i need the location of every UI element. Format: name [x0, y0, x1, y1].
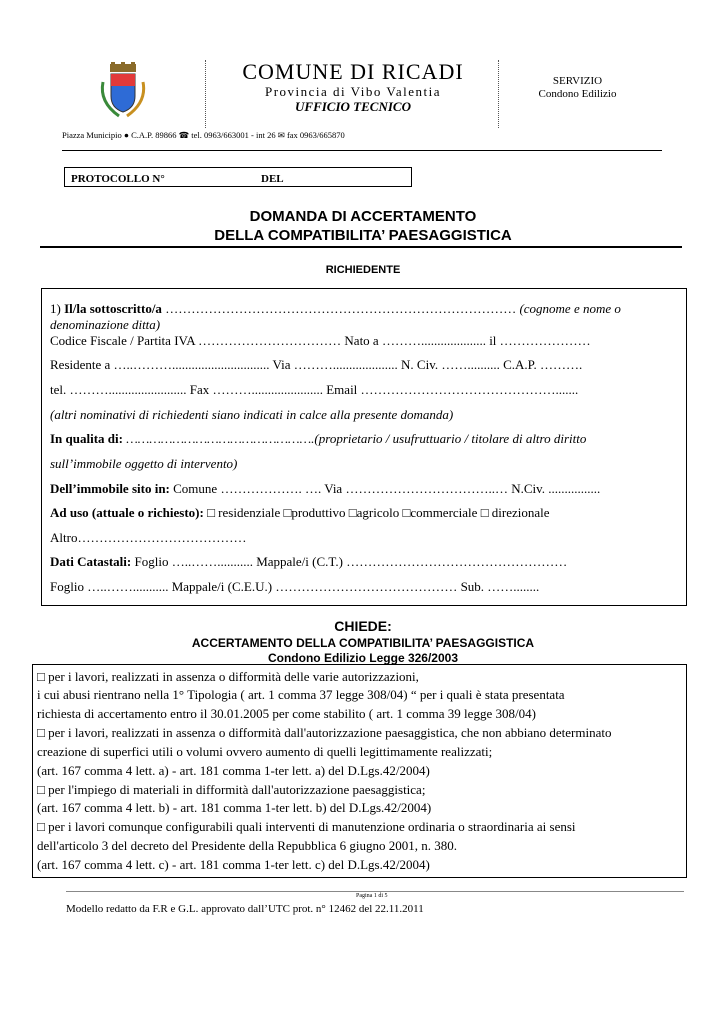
service-block — [505, 75, 650, 101]
applicant-line-5: tel. ………........................ Fax ………...................... Email ………………………………………....... — [50, 382, 579, 397]
footer-note: Modello redatto da F.R e G.L. approvato dall’UTC prot. n° 12462 del 22.11.2011 — [66, 903, 424, 915]
request-box — [32, 664, 687, 878]
protocol-label: PROTOCOLLO N° — [71, 173, 165, 185]
applicant-box — [41, 288, 687, 606]
protocol-date-label: DEL — [261, 173, 284, 185]
section-heading-chiede: CHIEDE: — [334, 618, 392, 634]
address-line: Piazza Municipio ● C.A.P. 89866 ☎ tel. 0963/663001 - int 26 ✉ fax 0963/665870 — [62, 130, 345, 140]
applicant-line-12: Dati Catastali: Foglio …..……........... Mappale/i (C.T.) …………………………………………… — [50, 554, 568, 569]
document-title-line1: DOMANDA DI ACCERTAMENTO — [249, 208, 477, 225]
page-number: Pagina 1 di 5 — [356, 893, 388, 899]
applicant-line-4: Residente a …..……….............................. Via ……….................... N. Civ. …….......... C.A.P. ………. — [50, 357, 583, 372]
applicant-line-11: Altro………………………………… — [50, 530, 247, 545]
protocol-box — [64, 167, 412, 187]
title-rule — [40, 246, 682, 248]
applicant-line-8: sull’immobile oggetto di intervento) — [50, 456, 238, 471]
document-title-line2: DELLA COMPATIBILITA’ PAESAGGISTICA — [214, 227, 512, 244]
province-name: Provincia di Vibo Valentia — [264, 84, 442, 99]
request-line: dell'articolo 3 del decreto del Presidente della Repubblica 6 giugno 2001, n. 380. — [37, 838, 458, 853]
applicant-line-2: denominazione ditta) — [50, 317, 161, 332]
request-line: (art. 167 comma 4 lett. b) - art. 181 comma 1-ter lett. b) del D.Lgs.42/2004) — [37, 800, 432, 815]
footer-rule — [66, 891, 684, 892]
header-divider-left — [205, 60, 206, 128]
service-label: SERVIZIO — [552, 75, 603, 87]
service-name: Condono Edilizio — [538, 88, 617, 100]
coat-of-arms-icon — [97, 62, 149, 118]
applicant-line-13: Foglio …..……........... Mappale/i (C.E.U.) …………………………………… Sub. ……........ — [50, 579, 540, 594]
section-heading-richiedente: RICHIEDENTE — [325, 264, 401, 276]
municipality-title: COMUNE DI RICADI — [242, 59, 464, 84]
header-divider-right — [498, 60, 499, 128]
request-line: (art. 167 comma 4 lett. a) - art. 181 comma 1-ter lett. a) del D.Lgs.42/2004) — [37, 763, 430, 778]
applicant-line-3: Codice Fiscale / Partita IVA …………………………… Nato a ……….................... il ………………… — [50, 333, 591, 348]
request-line: (art. 167 comma 4 lett. c) - art. 181 comma 1-ter lett. c) del D.Lgs.42/2004) — [37, 857, 430, 872]
office-name: UFFICIO TECNICO — [295, 99, 411, 114]
request-line: creazione di superfici utili o volumi ovvero aumento di quelli legittimamente realizzati; — [37, 744, 493, 759]
request-line: □ per i lavori, realizzati in assenza o difformità dall'autorizzazione paesaggistica, che non abbiano determinato — [37, 725, 612, 740]
applicant-line-1: 1) Il/la sottoscritto/a ……………………………………………………………………… (cognome e nome o — [50, 301, 621, 316]
applicant-line-6: (altri nominativi di richiedenti siano indicati in calce alla presente domanda) — [50, 407, 454, 422]
applicant-line-9: Dell’immobile sito in: Comune ………………. …. Via ……………………………..… N.Civ. ................ — [50, 481, 601, 496]
request-line: richiesta di accertamento entro il 30.01.2005 per come stabilito ( art. 1 comma 39 legge 308/04) — [37, 706, 536, 721]
request-line: □ per i lavori, realizzati in assenza o difformità delle varie autorizzazioni, — [37, 669, 419, 684]
chiede-subtitle-1: ACCERTAMENTO DELLA COMPATIBILITA’ PAESAGGISTICA — [191, 636, 535, 650]
chiede-subtitle-2: Condono Edilizio Legge 326/2003 — [267, 651, 459, 665]
request-line: □ per l'impiego di materiali in difformità dall'autorizzazione paesaggistica; — [37, 782, 426, 797]
applicant-line-7: In qualita di: ………………………………………….(proprietario / usufruttuario / titolare di altro diritto — [50, 431, 587, 446]
header-rule — [62, 150, 662, 151]
request-line: □ per i lavori comunque configurabili quali interventi di manutenzione ordinaria o straordinaria ai sensi — [37, 819, 576, 834]
applicant-line-10: Ad uso (attuale o richiesto): □ residenziale □produttivo □agricolo □commerciale □ direzionale — [50, 505, 550, 520]
request-line: i cui abusi rientrano nella 1° Tipologia ( art. 1 comma 37 legge 308/04) “ per i quali è stata presentata — [37, 687, 565, 702]
